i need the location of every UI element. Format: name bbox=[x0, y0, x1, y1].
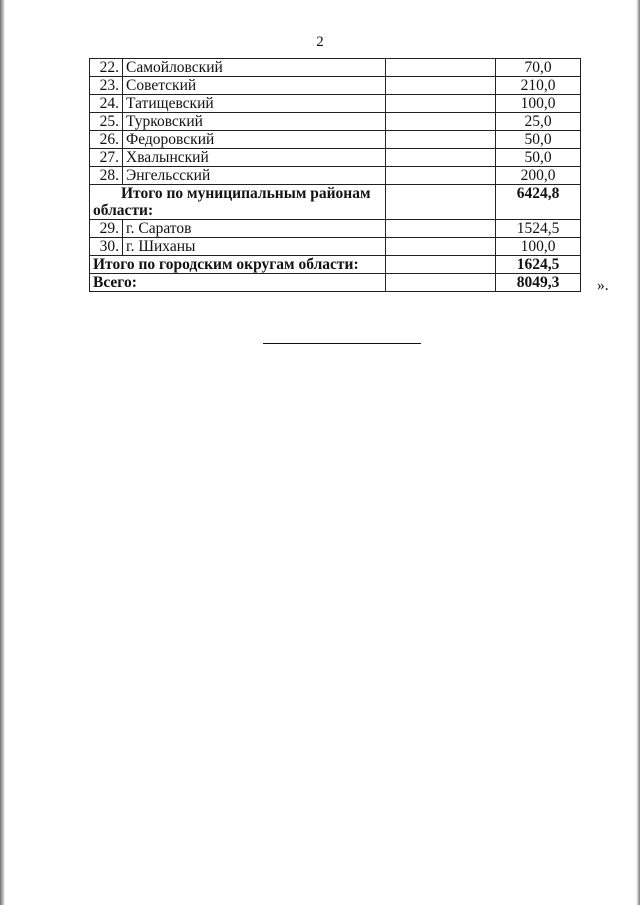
empty-cell bbox=[386, 220, 496, 238]
row-number: 27. bbox=[90, 149, 123, 167]
table-row bbox=[90, 113, 581, 131]
city-name: г. Саратов bbox=[123, 220, 386, 238]
district-name: Федоровский bbox=[123, 131, 386, 149]
city-name: г. Шиханы bbox=[123, 238, 386, 256]
subtotal-districts-amount: 6424,8 bbox=[496, 185, 581, 220]
table-row bbox=[90, 59, 581, 77]
row-number: 25. bbox=[90, 113, 123, 131]
table-row bbox=[90, 167, 581, 185]
empty-cell bbox=[386, 238, 496, 256]
amount: 100,0 bbox=[496, 238, 581, 256]
empty-cell bbox=[386, 149, 496, 167]
table-row bbox=[90, 95, 581, 113]
empty-cell bbox=[386, 77, 496, 95]
district-name: Татищевский bbox=[123, 95, 386, 113]
end-rule bbox=[263, 343, 421, 344]
table-row bbox=[90, 131, 581, 149]
table-row bbox=[90, 220, 581, 238]
table-row bbox=[90, 149, 581, 167]
district-name: Советский bbox=[123, 77, 386, 95]
district-name: Хвалынский bbox=[123, 149, 386, 167]
empty-cell bbox=[386, 256, 496, 274]
amount: 50,0 bbox=[496, 149, 581, 167]
subtotal-districts-label-line1: Итого по муниципальным районам bbox=[121, 185, 371, 202]
row-number: 26. bbox=[90, 131, 123, 149]
row-number: 29. bbox=[90, 220, 123, 238]
subtotal-cities-amount: 1624,5 bbox=[496, 256, 581, 274]
scan-edge-right bbox=[636, 0, 640, 905]
empty-cell bbox=[386, 95, 496, 113]
table-row bbox=[90, 238, 581, 256]
subtotal-cities-row bbox=[90, 256, 581, 274]
district-name: Самойловский bbox=[123, 59, 386, 77]
empty-cell bbox=[386, 131, 496, 149]
empty-cell bbox=[386, 113, 496, 131]
row-number: 28. bbox=[90, 167, 123, 185]
total-amount: 8049,3 bbox=[496, 274, 581, 292]
total-row bbox=[90, 274, 581, 292]
row-number: 22. bbox=[90, 59, 123, 77]
closing-quote: ». bbox=[597, 277, 609, 294]
empty-cell bbox=[386, 274, 496, 292]
subtotal-districts-label-line2: области: bbox=[93, 202, 154, 219]
table-row bbox=[90, 77, 581, 95]
page-number: 2 bbox=[316, 34, 324, 50]
empty-cell bbox=[386, 59, 496, 77]
empty-cell bbox=[386, 167, 496, 185]
subtotal-districts-row bbox=[90, 185, 581, 220]
amount: 25,0 bbox=[496, 113, 581, 131]
district-name: Энгельсский bbox=[123, 167, 386, 185]
amount: 200,0 bbox=[496, 167, 581, 185]
district-name: Турковский bbox=[123, 113, 386, 131]
amount: 210,0 bbox=[496, 77, 581, 95]
subtotal-districts-label bbox=[90, 185, 386, 220]
allocation-table bbox=[89, 58, 581, 292]
amount: 1524,5 bbox=[496, 220, 581, 238]
subtotal-cities-label: Итого по городским округам области: bbox=[90, 256, 386, 274]
empty-cell bbox=[386, 185, 496, 220]
amount: 50,0 bbox=[496, 131, 581, 149]
amount: 100,0 bbox=[496, 95, 581, 113]
row-number: 23. bbox=[90, 77, 123, 95]
row-number: 30. bbox=[90, 238, 123, 256]
amount: 70,0 bbox=[496, 59, 581, 77]
row-number: 24. bbox=[90, 95, 123, 113]
total-label: Всего: bbox=[90, 274, 386, 292]
scan-edge-left bbox=[0, 0, 5, 905]
